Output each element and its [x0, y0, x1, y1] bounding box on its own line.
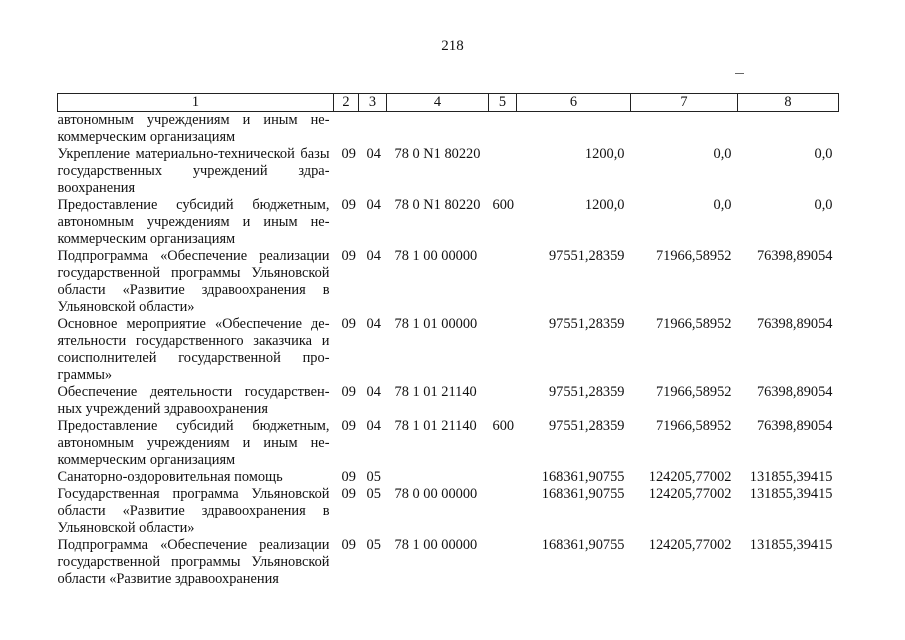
row-target-code: 78 1 01 00000	[394, 316, 478, 332]
table-row	[58, 112, 839, 147]
row-value-8: 76398,89054	[756, 418, 833, 434]
row-section: 09	[341, 248, 356, 264]
row-name: автономным учреждениям и иным некоммерческим организациям	[57, 112, 330, 145]
row-value-8: 131855,39415	[749, 537, 833, 553]
row-value-6: 168361,90755	[541, 469, 625, 485]
row-section: 09	[341, 146, 356, 162]
row-name: Укрепление материально-технической базы государственных учреждений здравоохранения	[57, 146, 330, 196]
row-value-8: 131855,39415	[749, 486, 833, 502]
row-section: 09	[341, 384, 356, 400]
row-target-code: 78 0 N1 80220	[394, 146, 481, 162]
table-row	[58, 384, 839, 418]
budget-table	[57, 93, 839, 588]
row-value-7: 124205,77002	[648, 537, 732, 553]
scan-artifact	[735, 73, 744, 74]
page-number: 218	[441, 38, 464, 54]
header-col-5: 5	[489, 94, 517, 112]
row-value-7: 0,0	[713, 197, 732, 213]
row-section: 09	[341, 486, 356, 502]
table-header	[58, 94, 839, 112]
row-subsection: 05	[366, 486, 381, 502]
row-expense-type	[489, 248, 517, 316]
row-subsection: 04	[366, 418, 381, 434]
row-expense-type: 600	[492, 197, 515, 213]
row-name: Основное мероприятие «Обеспечение деятельности государственного заказчика и соисполнителей государственной программы»	[57, 316, 330, 383]
row-expense-type: 600	[492, 418, 515, 434]
row-subsection: 05	[366, 469, 381, 485]
row-value-8: 76398,89054	[756, 248, 833, 264]
row-expense-type	[489, 146, 517, 197]
row-target-code: 78 1 01 21140	[394, 384, 477, 400]
row-value-8	[738, 112, 839, 147]
table-row	[58, 197, 839, 248]
row-name: Подпрограмма «Обеспечение реализации государственной программы Ульяновской области «Развитие здравоохранения в Ульяновской области»	[57, 248, 330, 315]
row-expense-type	[489, 486, 517, 537]
row-value-8: 76398,89054	[756, 316, 833, 332]
row-name: Государственная программа Ульяновской области «Развитие здравоохранения в Ульяновской области»	[57, 486, 330, 536]
row-subsection	[359, 112, 387, 147]
row-name: Санаторно-оздоровительная помощь	[57, 469, 283, 485]
row-value-6	[517, 112, 631, 147]
row-section: 09	[341, 197, 356, 213]
row-value-6: 168361,90755	[541, 537, 625, 553]
row-value-7: 124205,77002	[648, 486, 732, 502]
header-col-2: 2	[334, 94, 359, 112]
row-section: 09	[341, 469, 356, 485]
row-value-6: 97551,28359	[548, 418, 625, 434]
row-section: 09	[341, 418, 356, 434]
row-value-7	[631, 112, 738, 147]
table-row	[58, 486, 839, 537]
row-target-code: 78 1 01 21140	[394, 418, 477, 434]
row-value-6: 1200,0	[584, 197, 625, 213]
row-value-8: 131855,39415	[749, 469, 833, 485]
row-section	[334, 112, 359, 147]
row-name: Предоставление субсидий бюджетным, автономным учреждениям и иным некоммерческим организациям	[57, 197, 330, 247]
row-expense-type	[489, 537, 517, 588]
row-value-7: 71966,58952	[655, 418, 732, 434]
row-value-8: 76398,89054	[756, 384, 833, 400]
table-body	[58, 112, 839, 589]
header-col-6: 6	[517, 94, 631, 112]
row-name: Подпрограмма «Обеспечение реализации государственной программы Ульяновской области «Развитие здравоохранения	[57, 537, 330, 587]
row-section: 09	[341, 537, 356, 553]
row-subsection: 04	[366, 384, 381, 400]
row-value-6: 97551,28359	[548, 316, 625, 332]
row-value-7: 124205,77002	[648, 469, 732, 485]
row-subsection: 04	[366, 248, 381, 264]
row-subsection: 04	[366, 197, 381, 213]
row-value-8: 0,0	[814, 197, 833, 213]
row-expense-type	[489, 112, 517, 147]
row-expense-type	[489, 316, 517, 384]
row-subsection: 04	[366, 316, 381, 332]
row-subsection: 05	[366, 537, 381, 553]
row-subsection: 04	[366, 146, 381, 162]
row-value-6: 168361,90755	[541, 486, 625, 502]
header-col-1: 1	[58, 94, 334, 112]
row-expense-type	[489, 384, 517, 418]
row-value-7: 71966,58952	[655, 384, 732, 400]
header-col-3: 3	[359, 94, 387, 112]
table-row	[58, 248, 839, 316]
row-value-6: 1200,0	[584, 146, 625, 162]
row-name: Обеспечение деятельности государственных учреждений здравоохранения	[57, 384, 330, 417]
table-row	[58, 537, 839, 588]
row-value-7: 0,0	[713, 146, 732, 162]
row-value-7: 71966,58952	[655, 316, 732, 332]
row-target-code: 78 0 N1 80220	[394, 197, 481, 213]
row-name: Предоставление субсидий бюджетным, автономным учреждениям и иным некоммерческим организациям	[57, 418, 330, 468]
header-col-8: 8	[738, 94, 839, 112]
row-section: 09	[341, 316, 356, 332]
row-value-7: 71966,58952	[655, 248, 732, 264]
table-row	[58, 418, 839, 469]
header-col-7: 7	[631, 94, 738, 112]
row-target-code	[387, 469, 489, 486]
table-row	[58, 469, 839, 486]
row-target-code	[387, 112, 489, 147]
row-value-6: 97551,28359	[548, 384, 625, 400]
row-value-8: 0,0	[814, 146, 833, 162]
table-row	[58, 316, 839, 384]
row-expense-type	[489, 469, 517, 486]
row-target-code: 78 0 00 00000	[394, 486, 478, 502]
table-row	[58, 146, 839, 197]
header-col-4: 4	[387, 94, 489, 112]
row-value-6: 97551,28359	[548, 248, 625, 264]
row-target-code: 78 1 00 00000	[394, 537, 478, 553]
row-target-code: 78 1 00 00000	[394, 248, 478, 264]
